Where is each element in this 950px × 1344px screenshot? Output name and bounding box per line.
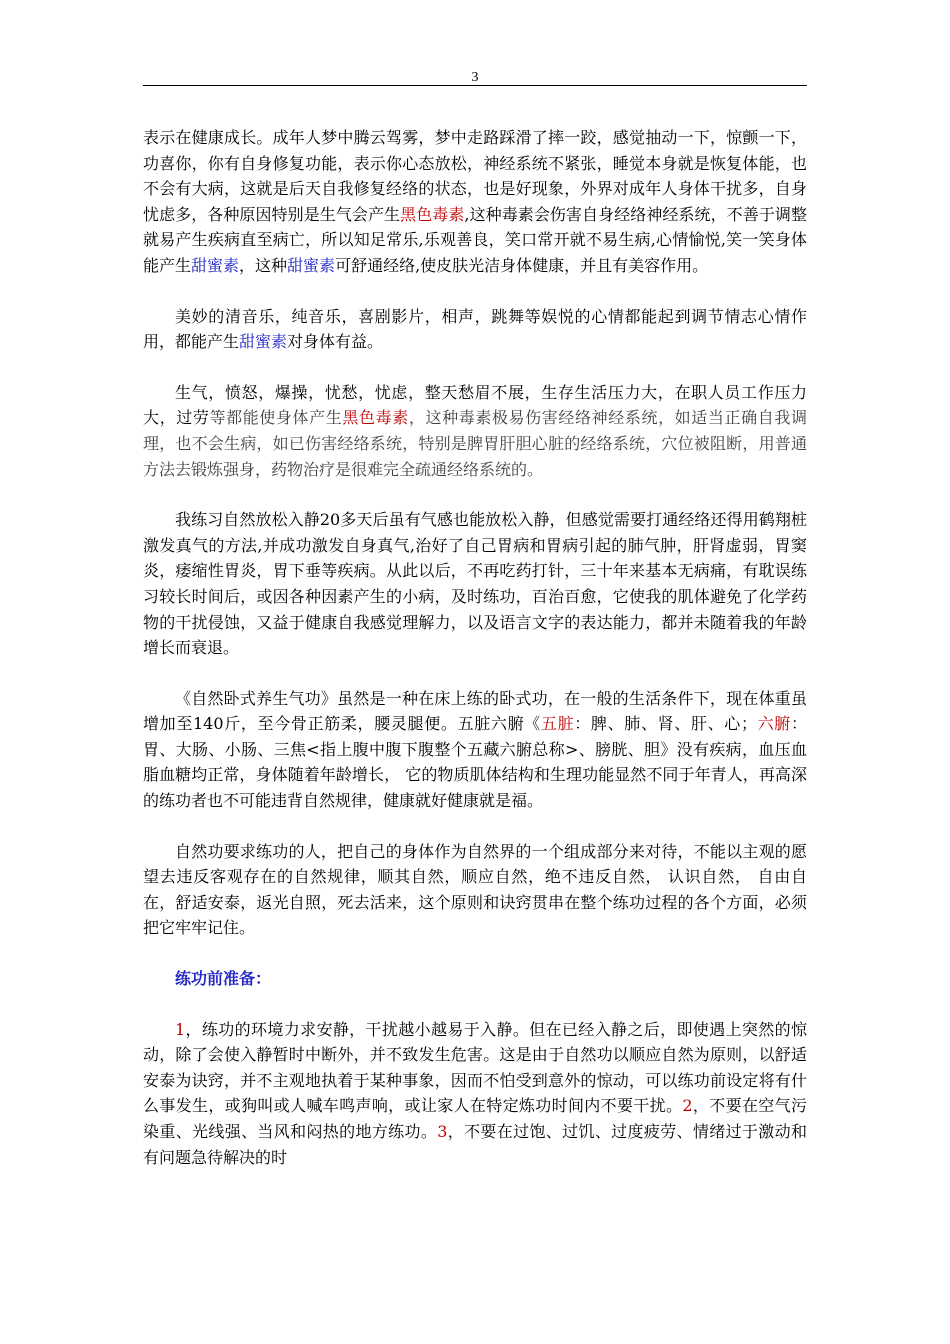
highlight-black-toxin: 黑色毒素 [400, 204, 465, 224]
paragraph-3: 生气，愤怒，爆操，忧愁，忧虑，整天愁眉不展，生存生活压力大，在职人员工作压力大，过劳等都能使身体产生黑色毒素，这种毒素极易伤害经络神经系统，如适当正确自我调理，也不会生病，如已伤害经络系统，特别是脾胃肝胆心脏的经络系统，穴位被阻断，用普通方法去锻炼强身，药物治疗是很难完全疏通经络系统的。 [143, 382, 807, 479]
document-body [143, 125, 807, 1195]
list-number: 3 [437, 1122, 448, 1141]
highlight-black-toxin: 黑色毒素 [342, 408, 409, 428]
highlight-sweet: 甜蜜素 [287, 255, 336, 275]
paragraph-2: 美妙的清音乐，纯音乐，喜剧影片，相声，跳舞等娱悦的心情都能起到调节情志心情作用，都能产生甜蜜素对身体有益。 [143, 306, 807, 352]
paragraph-1: 表示在健康成长。成年人梦中腾云驾雾，梦中走路踩滑了摔一跤，感觉抽动一下，惊颤一下，功喜你，你有自身修复功能，表示你心态放松，神经系统不紧张，睡觉本身就是恢复体能，也不会有大病，这就是后天自我修复经络的状态，也是好现象，外界对成年人身体干扰多，自身忧虑多，各种原因特别是生气会产生黑色毒素,这种毒素会伤害自身经络神经系统，不善于调整就易产生疾病直至病亡，所以知足常乐,乐观善良，笑口常开就不易生病,心情愉悦,笑一笑身体能产生甜蜜素，这种甜蜜素可舒通经络,使皮肤光洁身体健康，并且有美容作用。 [143, 128, 807, 275]
highlight-six-organs: 六腑 [756, 714, 791, 734]
paragraph-6: 自然功要求练功的人，把自己的身体作为自然界的一个组成部分来对待，不能以主观的愿望去违反客观存在的自然规律，顺其自然，顺应自然，绝不违反自然， 认识自然， 自由自在，舒适安泰，返光自照，死去活来，这个原则和诀窍贯串在整个练功过程的各个方面，必须把它牢牢记住。 [143, 841, 807, 938]
paragraph-7: 1，练功的环境力求安静，干扰越小越易于入静。但在已经入静之后，即使遇上突然的惊动，除了会使入静暂时中断外，并不致发生危害。这是由于自然功以顺应自然为原则，以舒适安泰为诀窍，并不主观地执着于某种事象，因而不怕受到意外的惊动，可以练功前设定将有什么事发生，或狗叫或人喊车鸣声响，或让家人在特定炼功时间内不要干扰。2，不要在空气污染重、光线强、当风和闷热的地方练功。3，不要在过饱、过饥、过度疲劳、情绪过于激动和有问题急待解决的时 [143, 1019, 807, 1167]
highlight-sweet: 甜蜜素 [191, 255, 240, 275]
page-number: 3 [471, 70, 479, 85]
header-rule [143, 85, 807, 86]
paragraph-5: 《自然卧式养生气功》虽然是一种在床上练的卧式功，在一般的生活条件下，现在体重虽增加至140斤，至今骨正筋柔，腰灵腿便。五脏六腑《五脏：脾、肺、肾、肝、心；六腑：胃、大肠、小肠、三焦<指上腹中腹下腹整个五藏六腑总称>、膀胱、胆》没有疾病，血压血脂血糖均正常，身体随着年龄增长， 它的物质肌体结构和生理功能显然不同于年青人，再高深的练功者也不可能违背自然规律，健康就好健康就是福。 [143, 688, 807, 811]
section-heading: 练功前准备： [175, 969, 272, 989]
highlight-sweet: 甜蜜素 [239, 332, 288, 352]
highlight-five-organs: 五脏 [540, 714, 575, 734]
list-number: 1 [175, 1019, 186, 1039]
page-header [143, 66, 807, 86]
list-number: 2 [682, 1096, 693, 1116]
paragraph-4: 我练习自然放松入静20多天后虽有气感也能放松入静，但感觉需要打通经络还得用鹤翔桩激发真气的方法,并成功激发自身真气,治好了自己胃病和胃病引起的肺气肿，肝肾虚弱，胃窦炎，痿缩性胃炎，胃下垂等疾病。从此以后，不再吃药打针，三十年来基本无病痛，有耽误练习较长时间后，或因各种因素产生的小病，及时练功，百治百愈，它使我的肌体避免了化学药物的干扰侵蚀，又益于健康自我感觉理解力，以及语言文字的表达能力，都并未随着我的年龄增长而衰退。 [143, 510, 807, 658]
